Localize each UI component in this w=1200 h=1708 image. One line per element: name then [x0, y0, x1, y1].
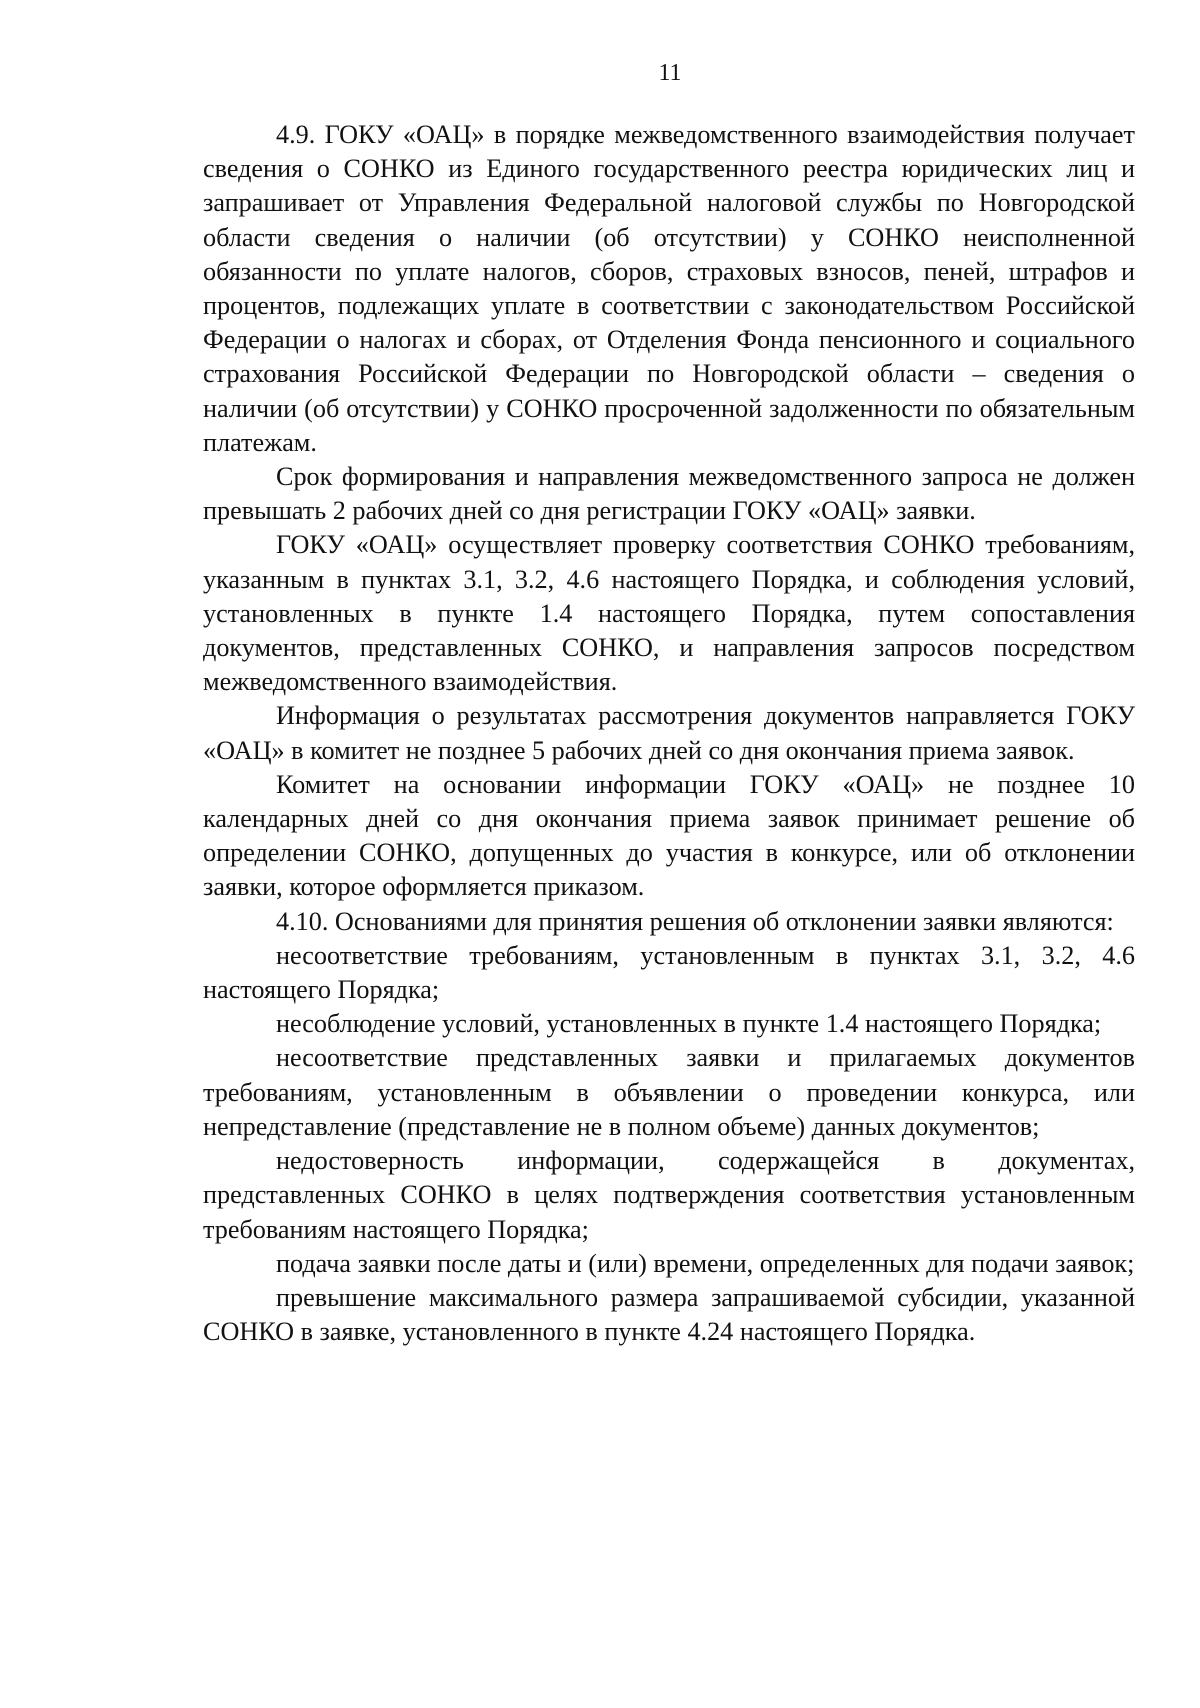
rejection-ground-item: несоответствие представленных заявки и прилагаемых документов требованиям, установленным в объявлении о проведении конкурса, или непредставление (представление не в полном объеме) данных документов; — [203, 1043, 1135, 1141]
paragraph-results-info: Информация о результатах рассмотрения документов направляется ГОКУ «ОАЦ» в комитет не позднее 5 рабочих дней со дня окончания приема заявок. — [203, 701, 1135, 765]
rejection-ground-item: несоблюдение условий, установленных в пункте 1.4 настоящего Порядка; — [276, 1009, 1102, 1039]
rejection-ground-item: превышение максимального размера запрашиваемой субсидии, указанной СОНКО в заявке, установленного в пункте 4.24 настоящего Порядка. — [203, 1282, 1135, 1347]
document-body — [203, 118, 1135, 1349]
paragraph-4-10: 4.10. Основаниями для принятия решения об отклонении заявки являются: — [276, 906, 1114, 936]
rejection-ground-item: несоответствие требованиям, установленным в пунктах 3.1, 3.2, 4.6 настоящего Порядка; — [203, 940, 1135, 1005]
page-number: 11 — [658, 60, 682, 86]
paragraph-verification: ГОКУ «ОАЦ» осуществляет проверку соответствия СОНКО требованиям, указанным в пунктах 3.1, 3.2, 4.6 настоящего Порядка, и соблюдения условий, установленных в пункте 1.4 настоящего Порядка, путем сопоставления документов, представленных СОНКО, и направления запросов посредством межведомственного взаимодействия. — [203, 530, 1135, 697]
paragraph-4-9: 4.9. ГОКУ «ОАЦ» в порядке межведомственного взаимодействия получает сведения о СОНКО из Единого государственного реестра юридических лиц и запрашивает от Управления Федеральной налоговой службы по Новгородской области сведения о наличии (об отсутствии) у СОНКО неисполненной обязанности по уплате налогов, сборов, страховых взносов, пеней, штрафов и процентов, подлежащих уплате в соответствии с законодательством Российской Федерации о налогах и сборах, от Отделения Фонда пенсионного и социального страхования Российской Федерации по Новгородской области – сведения о наличии (об отсутствии) у СОНКО просроченной задолженности по обязательным платежам. — [203, 120, 1135, 457]
paragraph-committee-decision: Комитет на основании информации ГОКУ «ОАЦ» не позднее 10 календарных дней со дня окончания приема заявок принимает решение об определении СОНКО, допущенных до участия в конкурсе, или об отклонении заявки, которое оформляется приказом. — [203, 769, 1135, 902]
paragraph-request-deadline: Срок формирования и направления межведомственного запроса не должен превышать 2 рабочих дней со дня регистрации ГОКУ «ОАЦ» заявки. — [203, 462, 1135, 526]
rejection-ground-item: недостоверность информации, содержащейся в документах, представленных СОНКО в целях подтверждения соответствия установленным требованиям настоящего Порядка; — [203, 1146, 1135, 1244]
rejection-ground-item: подача заявки после даты и (или) времени, определенных для подачи заявок; — [276, 1248, 1135, 1278]
